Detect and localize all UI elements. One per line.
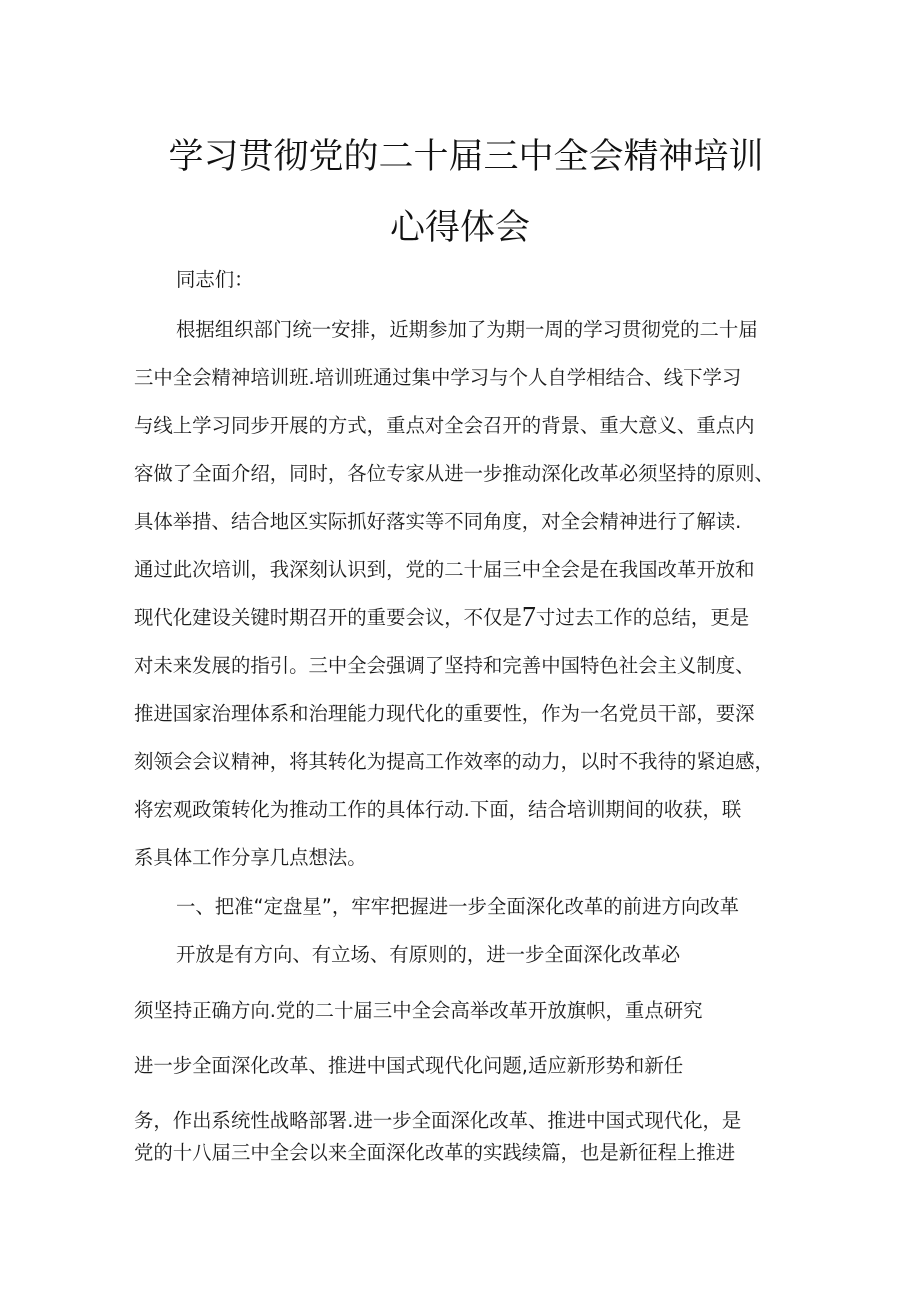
paragraph-line [134, 602, 750, 633]
paragraph-line: 开放是有方向、有立场、有原则的，进一步全面深化改革必 [176, 943, 681, 966]
paragraph-line: 通过此次培训，我深刻认识到，党的二十届三中全会是在我国改革开放和 [134, 558, 755, 581]
paragraph-line: 刻领会会议精神，将其转化为提高工作效率的动力，以时不我待的紧迫感， [134, 750, 774, 773]
paragraph-line: 对未来发展的指引。三中全会强调了坚持和完善中国特色社会主义制度、 [134, 654, 755, 677]
document-title-line-2: 心得体会 [389, 208, 530, 248]
document-title-line-1: 学习贯彻党的二十届三中全会精神培训 [168, 137, 764, 177]
paragraph-line: 系具体工作分享几点想法。 [134, 846, 367, 869]
paragraph-line: 务，作出系统性战略部署.进一步全面深化改革、推进中国式现代化，是 [134, 1109, 742, 1132]
paragraph-line: 进一步全面深化改革、推进中国式现代化问题,适应新形势和新任 [134, 1054, 684, 1077]
salutation: 同志们： [176, 268, 254, 291]
paragraph-line: 推进国家治理体系和治理能力现代化的重要性，作为一名党员干部，要深 [134, 702, 755, 725]
paragraph-line: 三中全会精神培训班.培训班通过集中学习与个人自学相结合、线下学习 [134, 366, 742, 389]
paragraph-line: 须坚持正确方向.党的二十届三中全会高举改革开放旗帜，重点研究 [134, 999, 703, 1022]
paragraph-line: 根据组织部门统一安排，近期参加了为期一周的学习贯彻党的二十届 [176, 318, 758, 341]
line-text-after: 寸过去工作的总结，更是 [535, 606, 750, 629]
paragraph-line: 将宏观政策转化为推动工作的具体行动.下面，结合培训期间的收获，联 [134, 798, 742, 821]
paragraph-line: 容做了全面介绍，同时，各位专家从进一步推动深化改革必须坚持的原则、 [134, 462, 774, 485]
section-heading: 一、把准“定盘星”，牢牢把握进一步全面深化改革的前进方向改革 [176, 895, 740, 918]
paragraph-line: 与线上学习同步开展的方式，重点对全会召开的背景、重大意义、重点内 [134, 414, 755, 437]
stray-glyph: 7 [521, 602, 536, 633]
paragraph-line: 具体举措、结合地区实际抓好落实等不同角度，对全会精神进行了解读. [134, 510, 742, 533]
paragraph-line: 党的十八届三中全会以来全面深化改革的实践续篇，也是新征程上推进 [134, 1141, 736, 1164]
line-text-before: 现代化建设关键时期召开的重要会议，不仅是 [134, 606, 522, 629]
